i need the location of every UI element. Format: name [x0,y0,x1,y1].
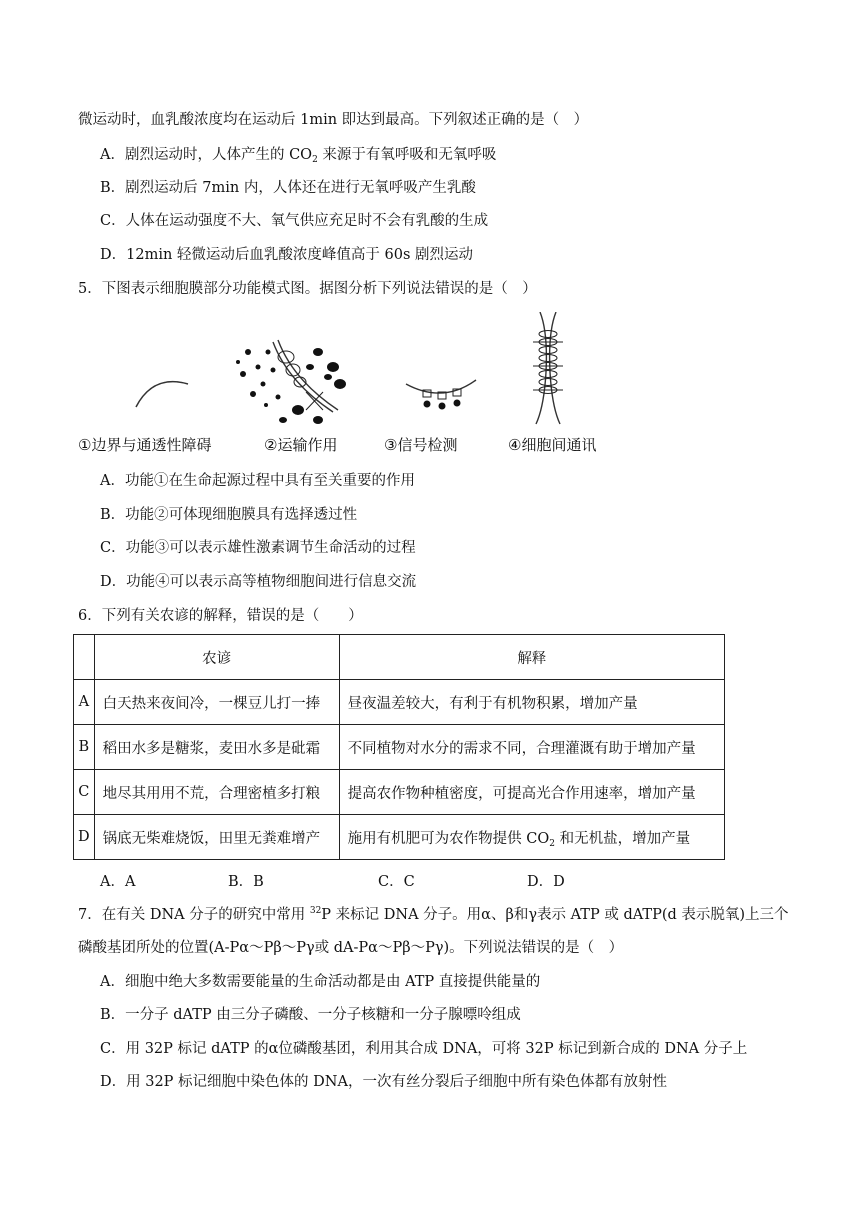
explanation-cell: 昼夜温差较大，有利于有机物积累，增加产量 [339,680,724,725]
row-key: A [74,680,95,725]
q4-option-a: A．剧烈运动时，人体产生的 $CO_2$ 来源于有氧呼吸和无氧呼吸 [100,147,497,165]
table-header-row [74,635,725,680]
q7-option-b: B．一分子 dATP 由三分子磷酸、一分子核糖和一分子腺嘌呤组成 [100,1007,521,1023]
q7-stem-line1: 7．在有关 DNA 分子的研究中常用 $^{32}$P 来标记 DNA 分子。用α、β和γ表示 ATP 或 dATP(d 表示脱氧)上三个 [78,906,789,923]
transport-diagram [236,340,346,424]
q4-option-c: C．人体在运动强度不大、氧气供应充足时不会有乳酸的生成 [100,213,489,229]
boundary-arc [136,382,188,407]
q6-choice-d: D．D [527,874,565,890]
membrane-diagram [78,312,618,432]
q4-option-b: B．剧烈运动后 7min 内，人体还在进行无氧呼吸产生乳酸 [100,180,476,196]
figure-label-1: ①边界与通透性障碍 [78,436,212,454]
figure-label-2: ②运输作用 [264,436,338,454]
q6-stem: 6．下列有关农谚的解释，错误的是（ ） [78,608,363,624]
figure-label-4: ④细胞间通讯 [508,436,597,454]
row-key: C [74,770,95,815]
table-row [74,770,725,815]
table-row [74,680,725,725]
q4-option-d: D．12min 轻微运动后血乳酸浓度峰值高于 60s 剧烈运动 [100,247,474,263]
proverb-table [73,634,725,860]
communication-diagram [533,312,563,424]
q7-option-d: D．用 32P 标记细胞中染色体的 DNA，一次有丝分裂后子细胞中所有染色体都有放射性 [100,1074,667,1090]
q7-option-a: A．细胞中绝大多数需要能量的生命活动都是由 ATP 直接提供能量的 [100,974,541,990]
proverb-cell: 地尽其用用不荒，合理密植多打粮 [94,770,339,815]
explanation-cell: 不同植物对水分的需求不同，合理灌溉有助于增加产量 [339,725,724,770]
row-key: B [74,725,95,770]
table-row [74,725,725,770]
q5-option-a: A．功能①在生命起源过程中具有至关重要的作用 [100,473,415,489]
q5-option-b: B．功能②可体现细胞膜具有选择透过性 [100,507,358,523]
table-header-explanation: 解释 [339,635,724,680]
table-header-key [74,635,95,680]
q6-choice-a: A．A [100,874,136,890]
figure-label-3: ③信号检测 [384,436,458,454]
explanation-cell: 提高农作物种植密度，可提高光合作用速率，增加产量 [339,770,724,815]
proverb-cell: 锅底无柴难烧饭，田里无粪难增产 [94,815,339,860]
q6-choices [100,872,660,892]
q6-choice-c: C．C [378,874,415,890]
proverb-cell: 稻田水多是糖浆，麦田水多是砒霜 [94,725,339,770]
row-key: D [74,815,95,860]
q7-stem-line2: 磷酸基团所处的位置(A-Pα～Pβ～Pγ或 dA-Pα～Pβ～Pγ)。下列说法错误的是（ ） [78,940,624,956]
q4-stem-tail: 微运动时，血乳酸浓度均在运动后 1min 即达到最高。下列叙述正确的是（ ） [78,112,589,128]
q5-stem: 5．下图表示细胞膜部分功能模式图。据图分析下列说法错误的是（ ） [78,281,537,297]
proverb-cell: 白天热来夜间冷，一棵豆儿打一捧 [94,680,339,725]
q6-choice-b: B．B [228,874,264,890]
q7-option-c: C．用 32P 标记 dATP 的α位磷酸基团，利用其合成 DNA，可将 32P 标记到新合成的 DNA 分子上 [100,1041,748,1057]
table-header-proverb: 农谚 [94,635,339,680]
q5-option-c: C．功能③可以表示雄性激素调节生命活动的过程 [100,540,416,556]
q5-option-d: D．功能④可以表示高等植物细胞间进行信息交流 [100,574,417,590]
explanation-cell: 施用有机肥可为农作物提供 $CO_2$ 和无机盐，增加产量 [339,815,724,860]
signal-diagram [406,380,476,410]
table-row [74,815,725,860]
membrane-function-figure [78,312,618,462]
